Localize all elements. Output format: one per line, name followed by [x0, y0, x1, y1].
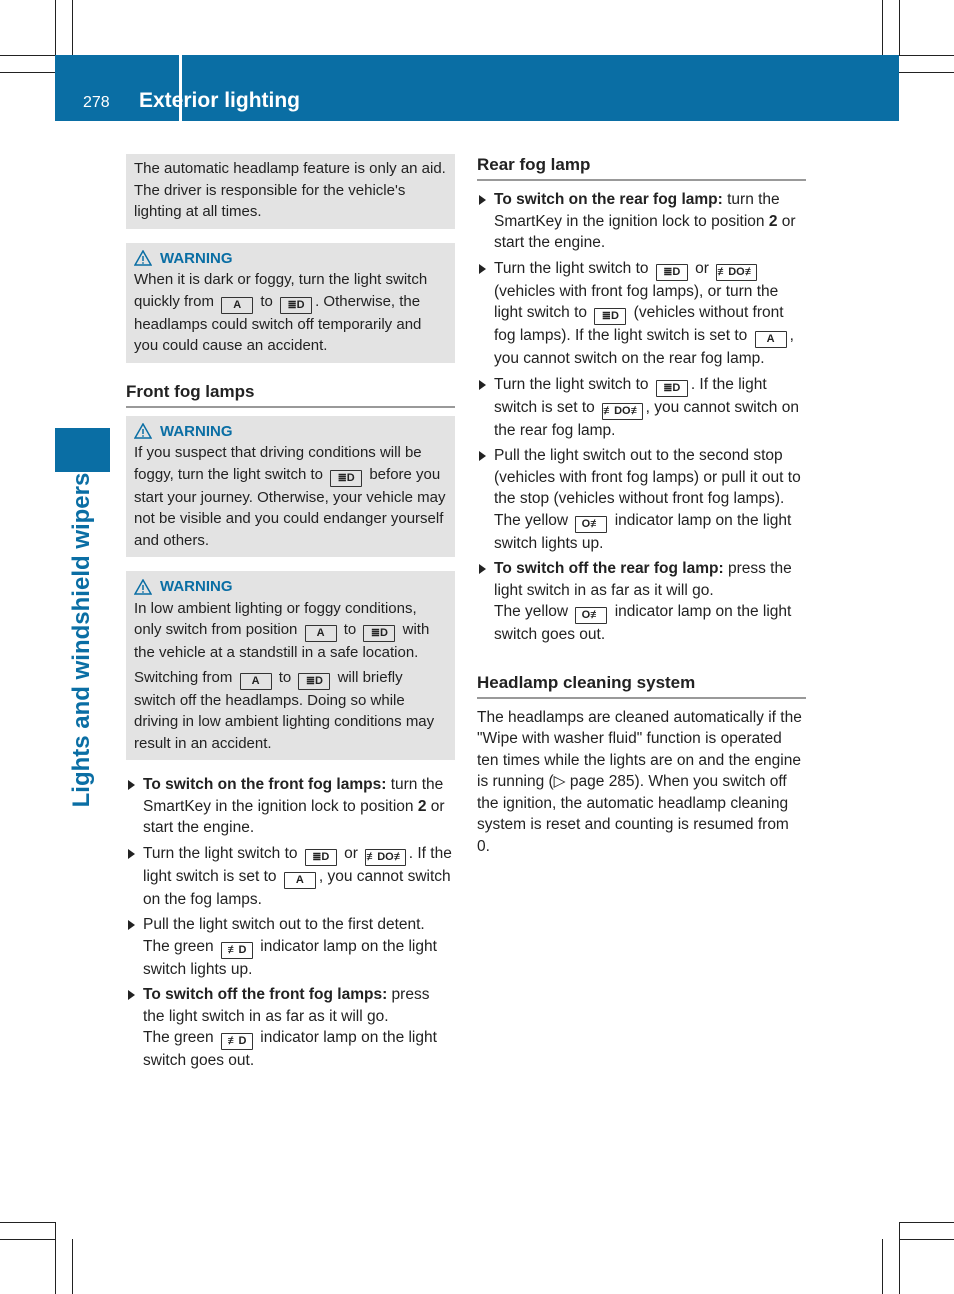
note-text: The automatic headlamp feature is only an aid. The driver is responsible for the vehicle's lighting at all times. [134, 160, 446, 220]
bullet-arrow-icon [479, 451, 486, 461]
crop-mark [899, 1222, 954, 1223]
step-text: The green [143, 937, 214, 955]
bullet-arrow-icon [479, 564, 486, 574]
low-beam-icon: ≣D [330, 470, 362, 487]
bullet-arrow-icon [479, 264, 486, 274]
crop-mark [0, 72, 55, 73]
warning-text: to [278, 668, 292, 686]
front-fog-indicator-icon: ≢D [221, 942, 253, 959]
step-text: , you cannot switch on the fog lamps. [143, 867, 451, 908]
warning-text: . Otherwise, the headlamps could switch off temporarily and you could cause an accident. [134, 292, 422, 354]
step-text: turn the SmartKey in the ignition lock to position [494, 191, 780, 230]
low-beam-icon: ≣D [305, 849, 337, 866]
crop-mark [899, 0, 900, 55]
auto-light-icon: A [284, 872, 316, 889]
crop-mark [55, 0, 56, 55]
rear-fog-indicator-icon: O≢ [575, 516, 607, 533]
auto-light-icon: A [240, 673, 272, 690]
list-item [126, 914, 455, 980]
chapter-side-label-text: Lights and windshield wipers [68, 472, 95, 808]
step-text: The yellow [494, 511, 569, 529]
step-bold: To switch on the rear fog lamp: [494, 191, 723, 208]
step-position: 2 [417, 797, 427, 815]
low-beam-icon: ≣D [656, 380, 688, 397]
step-bold: To switch off the rear fog lamp: [494, 560, 724, 577]
auto-light-icon: A [755, 331, 787, 348]
crop-mark [72, 1239, 73, 1294]
warning-text: to [343, 621, 357, 638]
warning-text: with the vehicle at a standstill in a safe location. [134, 621, 430, 661]
step-text: Turn the light switch to [143, 844, 298, 862]
page-number: 278 [83, 94, 110, 111]
step-text: indicator lamp on the light switch lights up. [143, 937, 437, 978]
warning-paragraph [134, 667, 447, 755]
crop-mark [882, 1239, 883, 1294]
list-item [477, 374, 806, 442]
step-position: 2 [768, 212, 778, 230]
step-text: press the light switch in as far as it will go. [143, 986, 430, 1025]
crop-mark [899, 55, 954, 56]
low-beam-icon: ≣D [298, 673, 330, 690]
step-text: (vehicles without front fog lamps). If the light switch is set to [494, 304, 784, 344]
warning-heading [134, 421, 447, 443]
header-bar [55, 55, 899, 121]
step-text: indicator lamp on the light switch lights up. [494, 511, 792, 552]
list-item [126, 774, 455, 839]
fog-lamp-combo-icon: ≢DO≢ [716, 264, 757, 281]
warning-text: before you start your journey. Otherwise, your vehicle may not be visible and you could endanger yourself and others. [134, 465, 446, 549]
step-text: , you cannot switch on the rear fog lamp. [494, 398, 799, 439]
crop-mark [0, 1222, 55, 1223]
left-column [126, 154, 455, 1076]
list-item [126, 984, 455, 1072]
crop-mark [0, 1239, 55, 1240]
list-item [477, 558, 806, 646]
auto-light-icon: A [305, 625, 337, 642]
warning-box [126, 416, 455, 558]
crop-mark [0, 55, 55, 56]
step-text: The yellow [494, 603, 569, 620]
warning-box [126, 243, 455, 363]
step-text: Turn the light switch to [494, 375, 649, 393]
section-heading: Rear fog lamp [477, 154, 806, 181]
warning-text: Switching from [134, 668, 233, 686]
warning-triangle-icon [134, 579, 152, 595]
fog-lamp-combo-icon: ≢DO≢ [602, 403, 643, 420]
step-text: . If the light switch is set to [143, 844, 452, 885]
list-item [477, 258, 806, 370]
warning-triangle-icon [134, 250, 152, 266]
list-item [477, 189, 806, 254]
step-text: Turn the light switch to [494, 259, 649, 277]
bullet-arrow-icon [128, 780, 135, 790]
warning-text: When it is dark or foggy, turn the light switch quickly from [134, 271, 428, 310]
section-heading: Front fog lamps [126, 381, 455, 408]
bullet-arrow-icon [479, 195, 486, 205]
bullet-arrow-icon [479, 380, 486, 390]
step-text: turn the SmartKey in the ignition lock to position [143, 776, 444, 815]
auto-light-icon: A [221, 297, 253, 314]
step-text: or start the engine. [494, 212, 796, 251]
step-text: (vehicles with front fog lamps), or turn the light switch to [494, 282, 779, 321]
warning-text: to [260, 292, 273, 310]
step-bold: To switch on the front fog lamps: [143, 776, 387, 793]
crop-mark [55, 1222, 56, 1294]
chapter-tab-marker [55, 428, 110, 472]
crop-mark [899, 72, 954, 73]
list-item [477, 445, 806, 554]
list-item [126, 843, 455, 911]
warning-title: WARNING [160, 578, 233, 595]
bullet-arrow-icon [128, 920, 135, 930]
step-text: indicator lamp on the light switch goes out. [494, 603, 792, 643]
low-beam-icon: ≣D [656, 264, 688, 281]
warning-text: In low ambient lighting or foggy conditions, only switch from position [134, 599, 417, 638]
step-text: Pull the light switch out to the second stop (vehicles with front fog lamps) or pull it out to the stop (vehicles without front fog lamps). [494, 447, 801, 507]
front-fog-indicator-icon: ≢D [221, 1033, 253, 1050]
warning-box [126, 571, 455, 760]
step-text: . If the light switch is set to [494, 375, 767, 416]
warning-title: WARNING [160, 249, 233, 267]
crop-mark [72, 0, 73, 55]
low-beam-icon: ≣D [594, 308, 626, 325]
bullet-arrow-icon [128, 849, 135, 859]
step-text: press the light switch in as far as it will go. [494, 560, 792, 599]
rear-fog-indicator-icon: O≢ [575, 607, 607, 624]
warning-text: will briefly switch off the headlamps. Doing so while driving in low ambient lighting conditions may result in an accident. [134, 668, 435, 752]
step-text: or start the engine. [143, 797, 445, 836]
crop-mark [882, 0, 883, 55]
step-text: or [344, 844, 358, 862]
warning-text: If you suspect that driving conditions will be foggy, turn the light switch to [134, 444, 422, 483]
fog-lamp-combo-icon: ≢DO≢ [365, 849, 406, 866]
warning-heading [134, 576, 447, 598]
step-text: or [695, 259, 709, 277]
warning-paragraph [134, 598, 447, 664]
warning-heading [134, 248, 447, 270]
bullet-arrow-icon [128, 990, 135, 1000]
cleaning-paragraph: The headlamps are cleaned automatically if the "Wipe with washer fluid" function is operated ten times while the lights are on and the engine is running (▷ page 285). When you switch off the ignition, the automatic headlamp cleaning system is reset and counting is resumed from 0. [477, 708, 802, 855]
step-text: The green [143, 1029, 214, 1046]
step-text: , you cannot switch on the rear fog lamp. [494, 327, 794, 367]
low-beam-icon: ≣D [280, 297, 312, 314]
page-title: Exterior lighting [139, 89, 301, 112]
crop-mark [899, 1222, 900, 1294]
section-heading: Headlamp cleaning system [477, 672, 806, 699]
low-beam-icon: ≣D [363, 625, 395, 642]
right-column [477, 154, 806, 857]
step-text: indicator lamp on the light switch goes out. [143, 1029, 437, 1069]
step-bold: To switch off the front fog lamps: [143, 986, 388, 1003]
warning-triangle-icon [134, 423, 152, 439]
note-box [126, 154, 455, 229]
crop-mark [899, 1239, 954, 1240]
step-text: Pull the light switch out to the first detent. [143, 916, 425, 933]
warning-title: WARNING [160, 422, 233, 440]
